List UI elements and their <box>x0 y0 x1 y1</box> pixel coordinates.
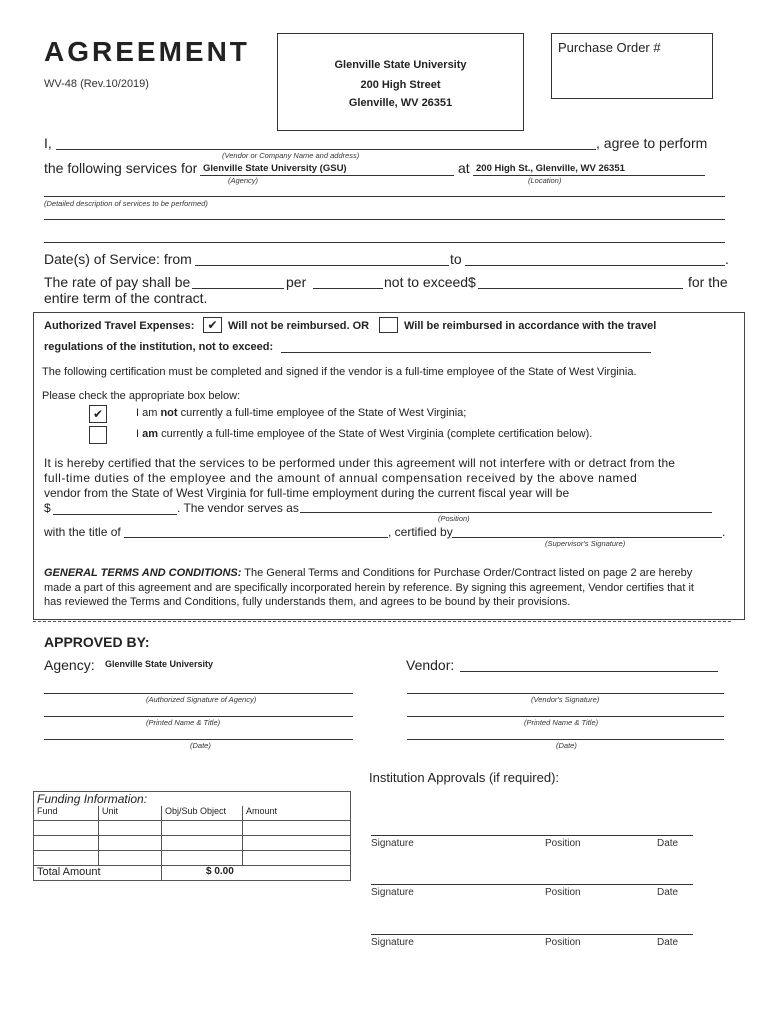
services-for-label: the following services for <box>44 160 198 176</box>
not-employee-checkbox[interactable]: ✔ <box>89 405 107 423</box>
agency-signature-caption: (Authorized Signature of Agency) <box>146 695 257 704</box>
travel-label: Authorized Travel Expenses: <box>44 320 195 332</box>
terms-divider <box>33 621 731 622</box>
description-line-3[interactable] <box>44 242 725 243</box>
inst-date-label-1: Date <box>657 838 679 849</box>
terms-line-2: made a part of this agreement and are specifically incorporated herein by reference. By signing this agreement, Vendor certifies that it <box>44 581 694 594</box>
travel-reimbursed-label: Will be reimbursed in accordance with the travel <box>404 320 657 332</box>
agency-date-caption: (Date) <box>190 741 211 750</box>
serves-as-label: . The vendor serves as <box>177 501 299 515</box>
location-value[interactable]: 200 High St., Glenville, WV 26351 <box>476 163 625 174</box>
inst-signature-label-2: Signature <box>371 887 414 898</box>
inst-date-label-2: Date <box>657 887 679 898</box>
location-field-line <box>473 175 705 176</box>
object-cell[interactable] <box>162 836 243 851</box>
agency-label: Agency: <box>44 657 95 673</box>
object-cell[interactable] <box>162 821 243 836</box>
position-field[interactable] <box>300 512 712 513</box>
amount-column-header: Amount <box>243 806 351 821</box>
cert-para-line-2: full-time duties of the employee and the amount of annual compensation received by the above named <box>44 471 638 485</box>
certified-by-label: , certified by <box>388 525 453 539</box>
agency-caption: (Agency) <box>228 176 259 185</box>
dates-from-label: Date(s) of Service: from <box>44 251 192 267</box>
fund-cell[interactable] <box>34 821 99 836</box>
fund-column-header: Fund <box>34 806 99 821</box>
table-row <box>34 851 351 866</box>
is-employee-label: I am currently a full-time employee of the State of West Virginia (complete certification below). <box>136 428 593 440</box>
object-cell[interactable] <box>162 851 243 866</box>
is-employee-checkbox[interactable] <box>89 426 107 444</box>
not-employee-label: I am not currently a full-time employee of the State of West Virginia; <box>136 407 467 419</box>
rate-line-2: entire term of the contract. <box>44 290 208 306</box>
for-the-label: for the <box>688 274 728 290</box>
agency-printed-name-field[interactable] <box>44 716 353 717</box>
vendor-signature-field[interactable] <box>407 693 724 694</box>
vendor-caption: (Vendor or Company Name and address) <box>222 151 360 160</box>
rate-field[interactable] <box>192 288 284 289</box>
intro-i-prefix: I, <box>44 135 52 151</box>
rate-per-field[interactable] <box>313 288 383 289</box>
certification-intro: The following certification must be completed and signed if the vendor is a full-time employee of the State of West Virginia. <box>42 366 637 378</box>
agree-to-perform-text: , agree to perform <box>596 135 708 151</box>
rate-per-label: per <box>286 274 307 290</box>
vendor-printed-name-field[interactable] <box>407 716 724 717</box>
cert-para-line-1: It is hereby certified that the services to be performed under this agreement will not interfere with or detract from the <box>44 456 676 470</box>
object-column-header: Obj/Sub Object <box>162 806 243 821</box>
description-caption: (Detailed description of services to be performed) <box>44 199 208 208</box>
general-terms <box>44 566 724 610</box>
cert-para-line-3: vendor from the State of West Virginia for full-time employment during the current fiscal year will be <box>44 486 570 500</box>
institution-signature-line-2[interactable] <box>371 884 693 885</box>
title-field[interactable] <box>124 537 388 538</box>
vendor-name-approval-field[interactable] <box>460 671 718 672</box>
not-to-exceed-field[interactable] <box>478 288 683 289</box>
institution-signature-line-3[interactable] <box>371 934 693 935</box>
title-of-label: with the title of <box>44 525 121 539</box>
date-to-field[interactable] <box>465 265 725 266</box>
not-to-exceed-label: not to exceed$ <box>384 274 476 290</box>
vendor-date-caption: (Date) <box>556 741 577 750</box>
inst-position-label-3: Position <box>545 937 581 948</box>
inst-date-label-3: Date <box>657 937 679 948</box>
inst-signature-label-3: Signature <box>371 937 414 948</box>
form-revision: WV-48 (Rev.10/2019) <box>44 78 149 90</box>
address-line-2: 200 High Street <box>360 79 441 91</box>
inst-signature-label-1: Signature <box>371 838 414 849</box>
unit-column-header: Unit <box>99 806 162 821</box>
dates-end-dot: . <box>725 251 729 267</box>
total-amount-label: Total Amount <box>34 866 162 881</box>
purchase-order-label: Purchase Order # <box>558 40 661 55</box>
compensation-field[interactable] <box>53 514 177 515</box>
vendor-name-field[interactable] <box>56 149 596 150</box>
travel-regulations-label: regulations of the institution, not to exceed: <box>44 341 274 353</box>
amount-cell[interactable] <box>243 836 351 851</box>
unit-cell[interactable] <box>99 851 162 866</box>
terms-line-1: The General Terms and Conditions for Purchase Order/Contract listed on page 2 are hereby <box>241 567 693 579</box>
agency-date-field[interactable] <box>44 739 353 740</box>
date-from-field[interactable] <box>195 265 449 266</box>
institution-approvals-heading: Institution Approvals (if required): <box>369 770 560 785</box>
purchase-order-box[interactable] <box>551 33 713 99</box>
at-label: at <box>458 160 470 176</box>
fund-cell[interactable] <box>34 851 99 866</box>
agency-signature-field[interactable] <box>44 693 353 694</box>
funding-table <box>33 791 351 881</box>
terms-line-3: has reviewed the Terms and Conditions, fully understands them, and agrees to be bound by their provisions. <box>44 596 571 608</box>
table-row <box>34 836 351 851</box>
travel-reimbursed-checkbox[interactable] <box>379 317 398 333</box>
travel-max-amount-field[interactable] <box>281 352 651 353</box>
unit-cell[interactable] <box>99 836 162 851</box>
institution-signature-line-1[interactable] <box>371 835 693 836</box>
description-line-2[interactable] <box>44 219 725 220</box>
supervisor-signature-field[interactable] <box>452 537 722 538</box>
check-prompt: Please check the appropriate box below: <box>42 390 241 402</box>
agency-value[interactable]: Glenville State University (GSU) <box>203 163 347 174</box>
terms-heading: GENERAL TERMS AND CONDITIONS: <box>44 567 242 579</box>
amount-cell[interactable] <box>243 851 351 866</box>
rate-label: The rate of pay shall be <box>44 274 191 290</box>
address-line-1: Glenville State University <box>334 59 467 71</box>
vendor-label: Vendor: <box>406 657 455 673</box>
vendor-printed-name-caption: (Printed Name & Title) <box>524 718 599 727</box>
institution-address-box <box>277 33 524 131</box>
approved-by-heading: APPROVED BY: <box>44 634 150 650</box>
unit-cell[interactable] <box>99 821 162 836</box>
vendor-date-field[interactable] <box>407 739 724 740</box>
travel-not-reimbursed-checkbox[interactable]: ✔ <box>203 317 222 333</box>
total-row <box>34 866 351 881</box>
page-title: AGREEMENT <box>44 36 250 67</box>
funding-heading: Funding Information: <box>34 792 351 807</box>
inst-position-label-1: Position <box>545 838 581 849</box>
table-row <box>34 821 351 836</box>
description-line-1[interactable] <box>44 196 725 197</box>
inst-position-label-2: Position <box>545 887 581 898</box>
cert-end-dot: . <box>722 525 726 539</box>
total-amount-value: $ 0.00 <box>162 866 351 881</box>
agency-printed-name-caption: (Printed Name & Title) <box>146 718 221 727</box>
dates-to-label: to <box>450 251 462 267</box>
travel-not-reimbursed-label: Will not be reimbursed. OR <box>228 320 370 332</box>
cert-dollar-sign: $ <box>44 501 51 515</box>
approval-agency-value: Glenville State University <box>105 659 214 669</box>
vendor-signature-caption: (Vendor's Signature) <box>531 695 600 704</box>
amount-cell[interactable] <box>243 821 351 836</box>
supervisor-caption: (Supervisor's Signature) <box>545 539 626 548</box>
fund-cell[interactable] <box>34 836 99 851</box>
position-caption: (Position) <box>438 514 470 523</box>
address-line-3: Glenville, WV 26351 <box>348 97 453 109</box>
location-caption: (Location) <box>528 176 562 185</box>
